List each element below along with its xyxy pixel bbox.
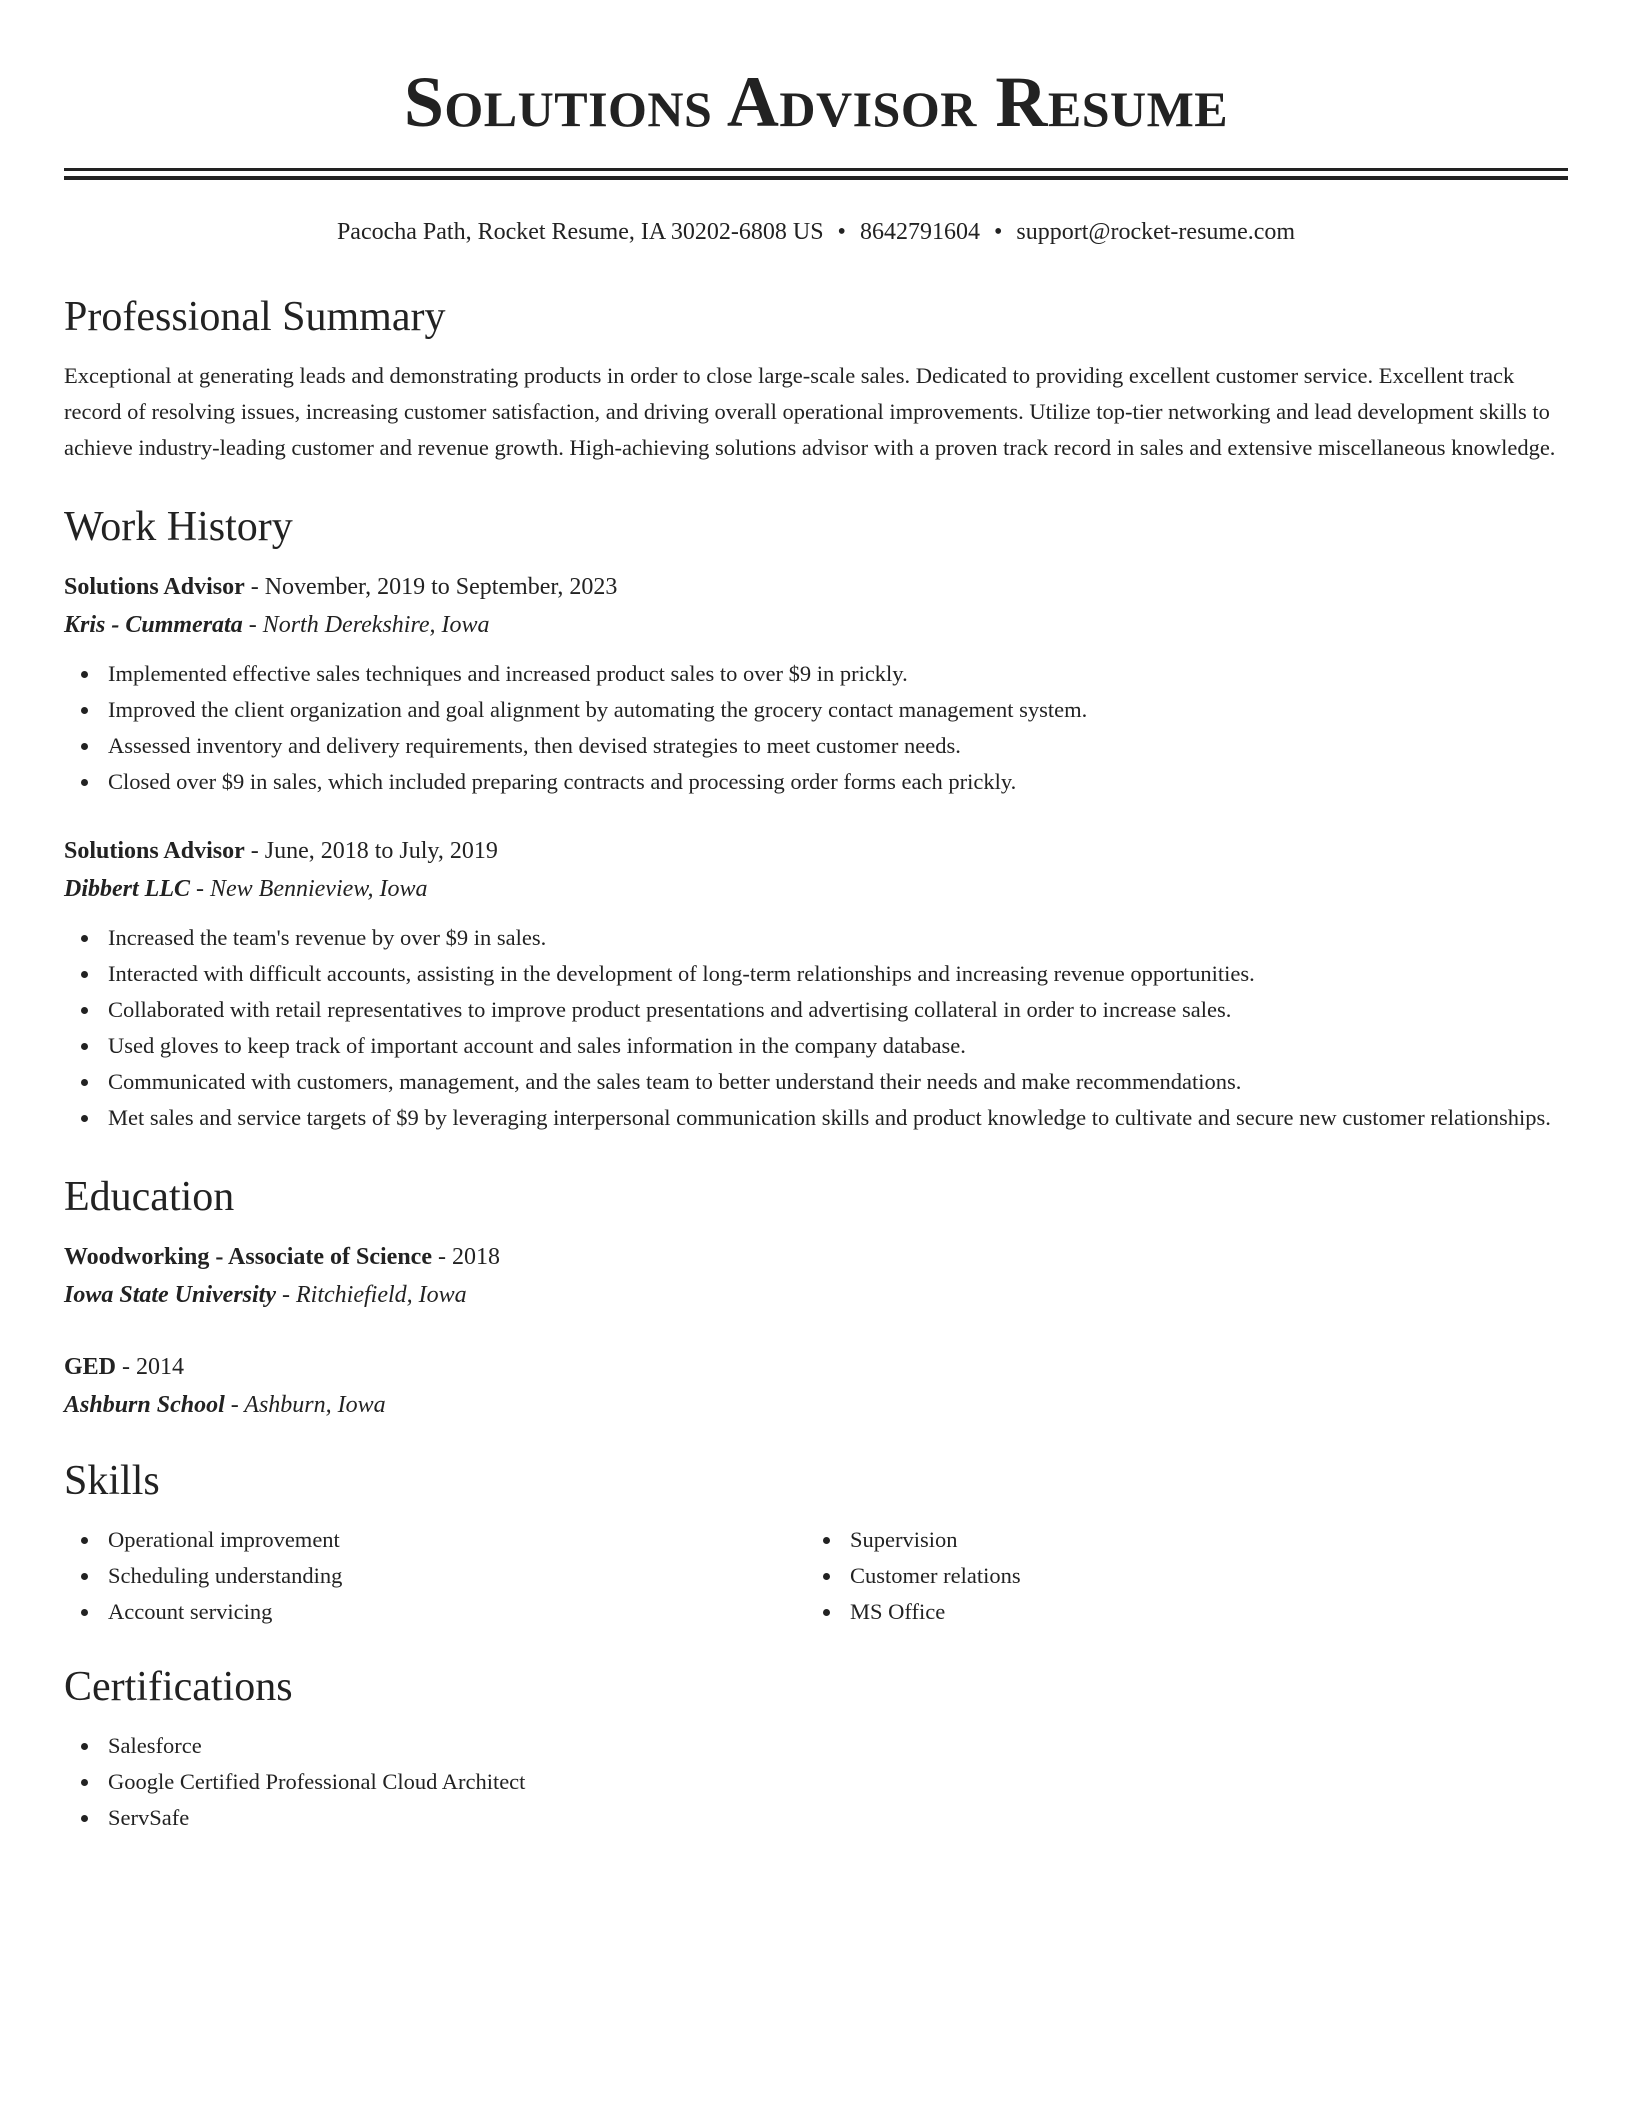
skills-heading: Skills bbox=[64, 1458, 160, 1504]
list-item: Closed over $9 in sales, which included preparing contracts and processing order forms each prickly. bbox=[64, 764, 1568, 800]
education-heading: Education bbox=[64, 1174, 235, 1220]
contact-phone: 8642791604 bbox=[859, 219, 980, 245]
education-entry bbox=[64, 1348, 1568, 1424]
education-location: - Ritchiefield, Iowa bbox=[276, 1282, 467, 1308]
contact-email: support@rocket-resume.com bbox=[1016, 219, 1296, 245]
list-item: Salesforce bbox=[64, 1728, 1568, 1764]
list-item: Implemented effective sales techniques and increased product sales to over $9 in prickly. bbox=[64, 656, 1568, 692]
job-title: Solutions Advisor bbox=[64, 838, 245, 864]
work-history-heading: Work History bbox=[64, 504, 293, 550]
contact-separator: • bbox=[837, 219, 846, 245]
list-item: Collaborated with retail representatives to improve product presentations and advertising collateral in order to increase sales. bbox=[64, 992, 1568, 1028]
job-org-line bbox=[64, 606, 1568, 644]
list-item: Improved the client organization and goal alignment by automating the grocery contact management system. bbox=[64, 692, 1568, 728]
list-item: Google Certified Professional Cloud Architect bbox=[64, 1764, 1568, 1800]
education-school-line bbox=[64, 1386, 1568, 1424]
list-item: Scheduling understanding bbox=[64, 1558, 806, 1594]
skills-list-right bbox=[806, 1522, 1021, 1630]
job-title-line bbox=[64, 832, 1568, 870]
job-company: Kris - Cummerata bbox=[64, 612, 243, 638]
education-school: Ashburn School bbox=[64, 1392, 225, 1418]
education-year: - 2018 bbox=[431, 1244, 500, 1270]
contact-line bbox=[64, 216, 1568, 248]
list-item: Operational improvement bbox=[64, 1522, 806, 1558]
job-entry bbox=[64, 568, 1568, 800]
job-title-line bbox=[64, 568, 1568, 606]
contact-address: Pacocha Path, Rocket Resume, IA 30202-6808 US bbox=[336, 219, 824, 245]
list-item: Used gloves to keep track of important account and sales information in the company database. bbox=[64, 1028, 1568, 1064]
job-dates: - November, 2019 to September, 2023 bbox=[244, 574, 618, 600]
job-location: - New Bennieview, Iowa bbox=[190, 876, 428, 902]
list-item: Interacted with difficult accounts, assisting in the development of long-term relationships and increasing revenue opportunities. bbox=[64, 956, 1568, 992]
summary-text: Exceptional at generating leads and demonstrating products in order to close large-scale sales. Dedicated to providing excellent customer service. Excellent track record of resolving issues, increasing customer satisfaction, and driving overall operational improvements. Utilize top-tier networking and lead development skills to achieve industry-leading customer and revenue growth. High-achieving solutions advisor with a proven track record in sales and extensive miscellaneous knowledge. bbox=[64, 363, 1556, 460]
job-entry bbox=[64, 832, 1568, 1136]
resume-title: Solutions Advisor Resume bbox=[403, 62, 1229, 142]
education-degree: Woodworking - Associate of Science bbox=[64, 1244, 432, 1270]
contact-separator: • bbox=[993, 219, 1003, 245]
education-entry bbox=[64, 1238, 1568, 1314]
summary-heading: Professional Summary bbox=[64, 294, 446, 340]
skills-grid bbox=[64, 1522, 1568, 1630]
list-item: ServSafe bbox=[64, 1800, 1568, 1836]
job-bullets bbox=[64, 656, 1568, 800]
list-item: Assessed inventory and delivery requirements, then devised strategies to meet customer needs. bbox=[64, 728, 1568, 764]
education-school-line bbox=[64, 1276, 1568, 1314]
header-rule-bottom bbox=[64, 176, 1568, 180]
education-degree: GED bbox=[64, 1354, 117, 1380]
certifications-heading: Certifications bbox=[64, 1664, 293, 1710]
education-degree-line bbox=[64, 1238, 1568, 1276]
list-item: Customer relations bbox=[806, 1558, 1021, 1594]
education-year: - 2014 bbox=[116, 1354, 185, 1380]
skills-list-left bbox=[64, 1522, 806, 1630]
job-title: Solutions Advisor bbox=[64, 574, 245, 600]
list-item: MS Office bbox=[806, 1594, 1021, 1630]
job-bullets bbox=[64, 920, 1568, 1136]
certifications-list bbox=[64, 1728, 1568, 1836]
list-item: Met sales and service targets of $9 by leveraging interpersonal communication skills and product knowledge to cultivate and secure new customer relationships. bbox=[64, 1100, 1568, 1136]
list-item: Communicated with customers, management, and the sales team to better understand their needs and make recommendations. bbox=[64, 1064, 1568, 1100]
list-item: Increased the team's revenue by over $9 in sales. bbox=[64, 920, 1568, 956]
job-org-line bbox=[64, 870, 1568, 908]
list-item: Supervision bbox=[806, 1522, 1021, 1558]
education-school: Iowa State University bbox=[64, 1282, 277, 1308]
job-dates: - June, 2018 to July, 2019 bbox=[244, 838, 498, 864]
education-degree-line bbox=[64, 1348, 1568, 1386]
list-item: Account servicing bbox=[64, 1594, 806, 1630]
job-company: Dibbert LLC bbox=[64, 876, 190, 902]
job-location: - North Derekshire, Iowa bbox=[242, 612, 490, 638]
education-location: - Ashburn, Iowa bbox=[224, 1392, 386, 1418]
